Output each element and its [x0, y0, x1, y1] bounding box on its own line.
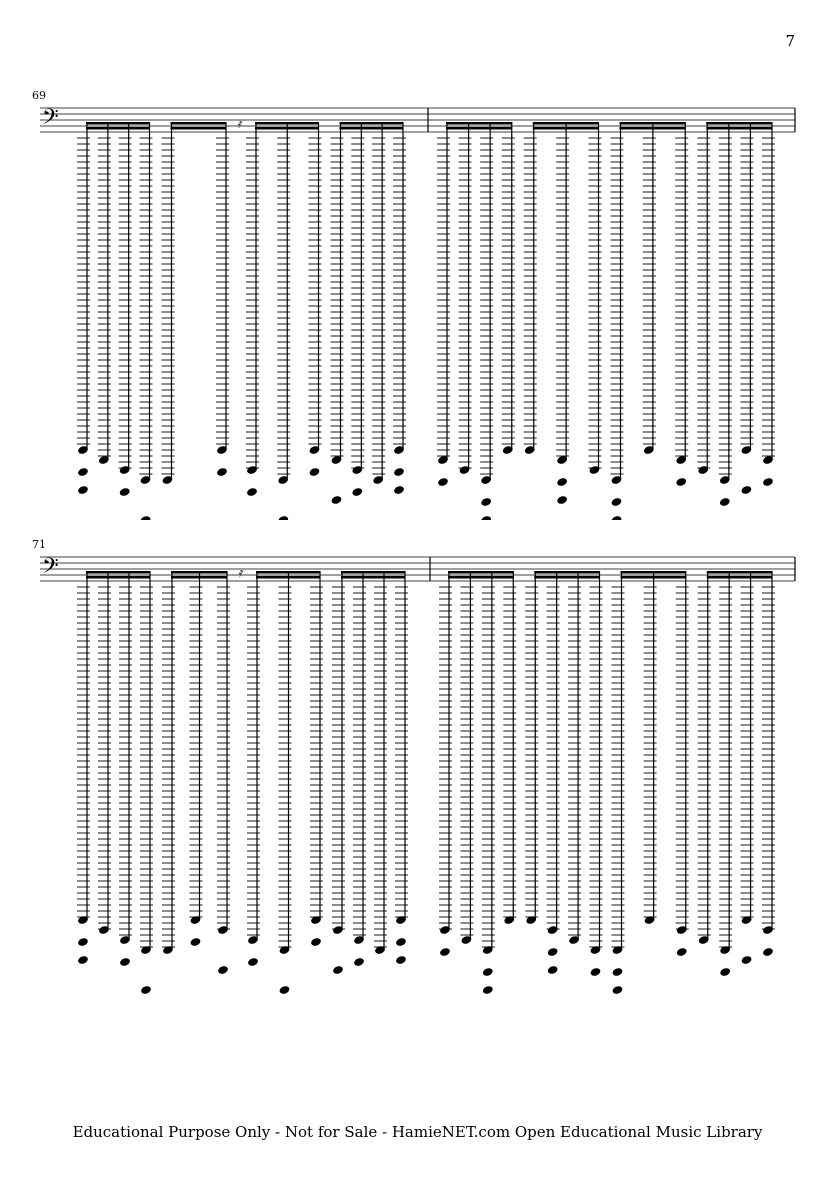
note-head — [439, 947, 451, 957]
note-head — [217, 965, 229, 975]
beam — [448, 576, 514, 579]
sixteenth-rest-icon: 𝄿 — [237, 117, 241, 132]
note-head — [590, 967, 602, 977]
note-head — [612, 985, 624, 995]
note-head — [676, 947, 688, 957]
note-head — [77, 937, 89, 947]
note-head — [353, 957, 365, 967]
note-head — [140, 985, 152, 995]
note-head — [395, 937, 407, 947]
beam — [448, 571, 514, 574]
bass-clef-icon: 𝄢 — [42, 554, 59, 584]
beam — [86, 571, 151, 574]
note-head — [482, 967, 494, 977]
beam — [534, 576, 600, 579]
beam — [341, 576, 406, 579]
note-head — [612, 967, 624, 977]
measure-number-69: 69 — [32, 89, 46, 102]
note-head — [547, 965, 559, 975]
bass-clef-icon: 𝄢 — [42, 105, 59, 135]
sixteenth-rest-icon: 𝄿 — [238, 566, 242, 581]
note-head — [762, 947, 774, 957]
note-head — [279, 985, 291, 995]
note-head — [547, 947, 559, 957]
beam — [86, 576, 151, 579]
footer-notice: Educational Purpose Only - Not for Sale - HamieNET.com Open Educational Music Library — [72, 1123, 763, 1141]
note-head — [77, 955, 89, 965]
beam — [534, 571, 600, 574]
note-head — [310, 937, 322, 947]
note-head — [482, 985, 494, 995]
beam — [707, 571, 773, 574]
note-head — [332, 965, 344, 975]
page-number: 7 — [785, 32, 795, 50]
note-head — [395, 955, 407, 965]
beam — [341, 571, 406, 574]
measure-number-71: 71 — [32, 538, 46, 551]
note-head — [190, 937, 202, 947]
note-head — [119, 957, 131, 967]
note-head — [247, 957, 259, 967]
beam — [707, 576, 773, 579]
note-head — [719, 967, 731, 977]
note-head — [741, 955, 753, 965]
